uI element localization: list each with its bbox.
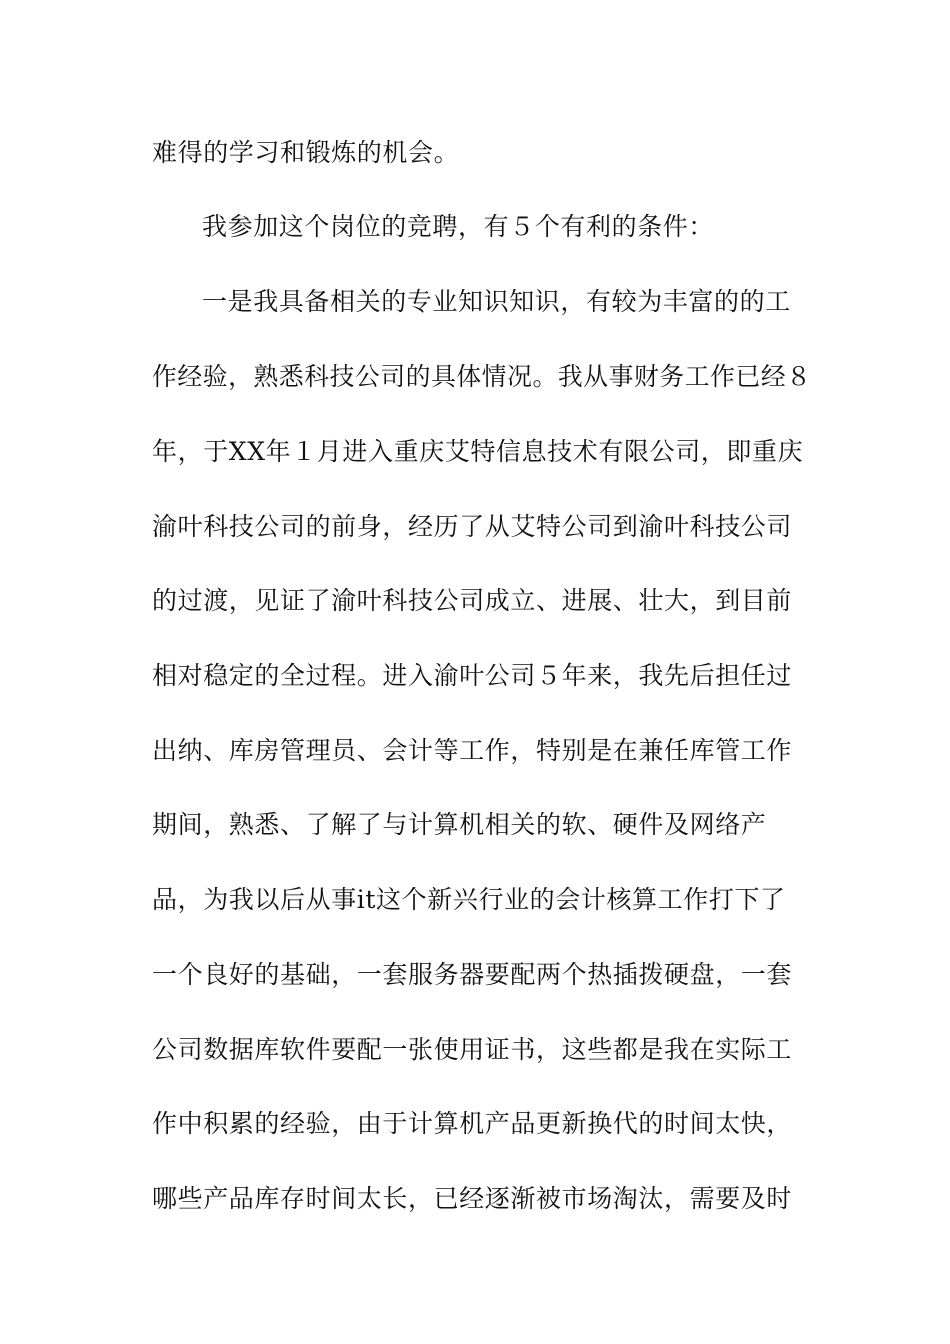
text-line: 的过渡，见证了渝叶科技公司成立、进展、壮大，到目前	[152, 586, 793, 615]
text-line: 我参加这个岗位的竞聘，有５个有利的条件：	[202, 212, 715, 241]
text-line: 相对稳定的全过程。进入渝叶公司５年来，我先后担任过	[152, 661, 793, 690]
text-line: 年，于XX年１月进入重庆艾特信息技术有限公司，即重庆	[152, 437, 804, 466]
text-line: 品，为我以后从事it这个新兴行业的会计核算工作打下了	[152, 885, 786, 914]
text-line: 一个良好的基础，一套服务器要配两个热插拨硬盘，一套	[152, 960, 793, 989]
text-line: 作中积累的经验，由于计算机产品更新换代的时间太快，	[152, 1109, 793, 1138]
text-line: 一是我具备相关的专业知识知识，有较为丰富的的工	[202, 287, 791, 316]
text-line: 哪些产品库存时间太长，已经逐渐被市场淘汰，需要及时	[152, 1184, 793, 1213]
text-line: 公司数据库软件要配一张使用证书，这些都是我在实际工	[152, 1035, 793, 1064]
text-line: 渝叶科技公司的前身，经历了从艾特公司到渝叶科技公司	[152, 512, 793, 541]
text-line: 期间，熟悉、了解了与计算机相关的软、硬件及网络产	[152, 810, 767, 839]
text-line: 难得的学习和锻炼的机会。	[152, 138, 460, 167]
text-line: 出纳、库房管理员、会计等工作，特别是在兼任库管工作	[152, 736, 793, 765]
text-line: 作经验，熟悉科技公司的具体情况。我从事财务工作已经８	[152, 362, 812, 391]
